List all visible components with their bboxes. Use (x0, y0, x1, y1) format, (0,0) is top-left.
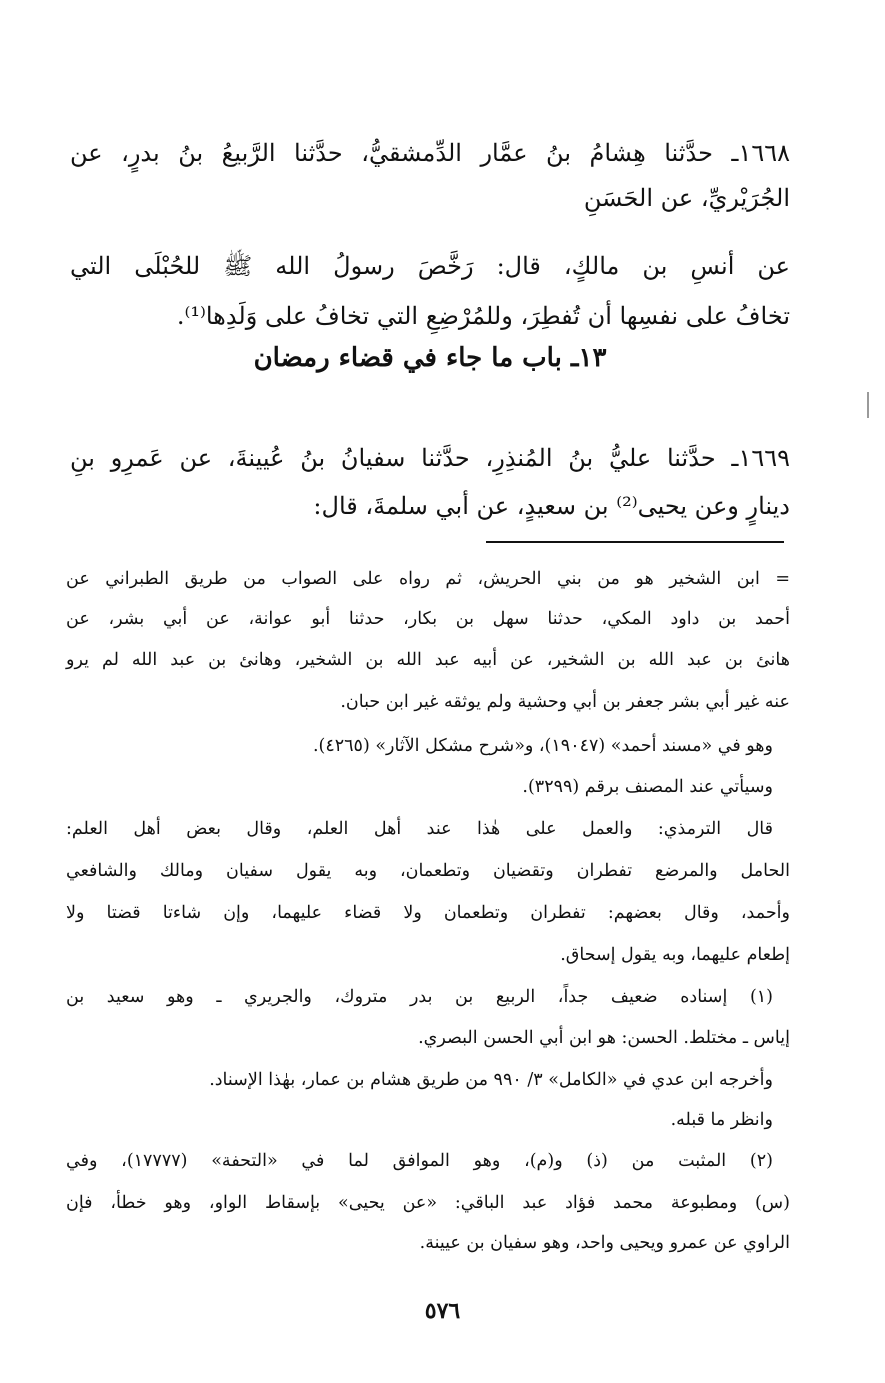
footnote-tirmidhi: وأحمد، وقال بعضهم: تفطران وتطعمان ولا قضاء عليهما، وإن شاءتا قضتا ولا (66, 903, 790, 923)
scan-mark (867, 392, 869, 418)
footnote-later: وسيأتي عند المصنف برقم (٣٢٩٩). (522, 777, 773, 797)
footnote-1-extra: وانظر ما قبله. (670, 1110, 773, 1130)
footnote-line: هانئ بن عبد الله بن الشخير، عن أبيه عبد الله بن الشخير، وهانئ بن عبد الله لم يرو (66, 650, 790, 670)
footnote-1: إياس ـ مختلط. الحسن: هو ابن أبي الحسن البصري. (418, 1028, 790, 1048)
footnote-tirmidhi: إطعام عليهما، وبه يقول إسحاق. (560, 945, 790, 965)
footnote-line: عنه غير أبي بشر جعفر بن أبي وحشية ولم يوثقه غير ابن حبان. (340, 692, 790, 712)
footnote-line: = ابن الشخير هو من بني الحريش، ثم رواه على الصواب من طريق الطبراني عن (66, 569, 790, 589)
footnote-2: الراوي عن عمرو ويحيى واحد، وهو سفيان بن عيينة. (419, 1233, 790, 1253)
footnote-2: (س) ومطبوعة محمد فؤاد عبد الباقي: «عن يحيى» بإسقاط الواو، وهو خطأ، فإن (66, 1193, 790, 1213)
chapter-heading: ١٣ـ باب ما جاء في قضاء رمضان (253, 343, 607, 373)
matn-line-1: عن أنسِ بن مالكٍ، قال: رَخَّصَ رسولُ الله ﷺ للحُبْلَى التي (70, 252, 790, 280)
hadith-1669-line-1: ١٦٦٩ـ حدَّثنا عليُّ بنُ المُنذِرِ، حدَّثنا سفيانُ بنُ عُيينةَ، عن عَمرِو بنِ (70, 444, 791, 472)
hadith-1668-line-1: ١٦٦٨ـ حدَّثنا هِشامُ بنُ عمَّار الدِّمشقيُّ، حدَّثنا الرَّبيعُ بنُ بدرٍ، عن (70, 139, 790, 167)
footnote-line: أحمد بن داود المكي، حدثنا سهل بن بكار، حدثنا أبو عوانة، عن أبي بشر، عن (66, 609, 790, 629)
hadith-1669-line-2: دينارٍ وعن يحيى⁽²⁾ بن سعيدٍ، عن أبي سلمةَ، قال: (313, 492, 790, 520)
footnote-musnad: وهو في «مسند أحمد» (١٩٠٤٧)، و«شرح مشكل الآثار» (٤٢٦٥). (312, 736, 773, 756)
footnote-tirmidhi: الحامل والمرضع تفطران وتقضيان وتطعمان، وبه يقول سفيان ومالك والشافعي (66, 861, 790, 881)
footnote-1-extra: وأخرجه ابن عدي في «الكامل» ٣/ ٩٩٠ من طريق هشام بن عمار، بهٰذا الإسناد. (209, 1070, 773, 1090)
hadith-1668-line-2: الجُرَيْريِّ، عن الحَسَنِ (583, 184, 790, 212)
footnote-tirmidhi: قال الترمذي: والعمل على هٰذا عند أهل العلم، وقال بعض أهل العلم: (66, 819, 773, 839)
footnote-1: (١) إسناده ضعيف جداً، الربيع بن بدر متروك، والجريري ـ وهو سعيد بن (66, 987, 773, 1007)
matn-line-2: تخافُ على نفسِها أن تُفطِرَ، وللمُرْضِعِ التي تخافُ على وَلَدِها⁽¹⁾. (176, 302, 790, 330)
page-number: ٥٧٦ (424, 1298, 461, 1324)
footnote-separator (486, 541, 784, 543)
footnote-2: (٢) المثبت من (ذ) و(م)، وهو الموافق لما في «التحفة» (١٧٧٧٧)، وفي (66, 1151, 773, 1171)
